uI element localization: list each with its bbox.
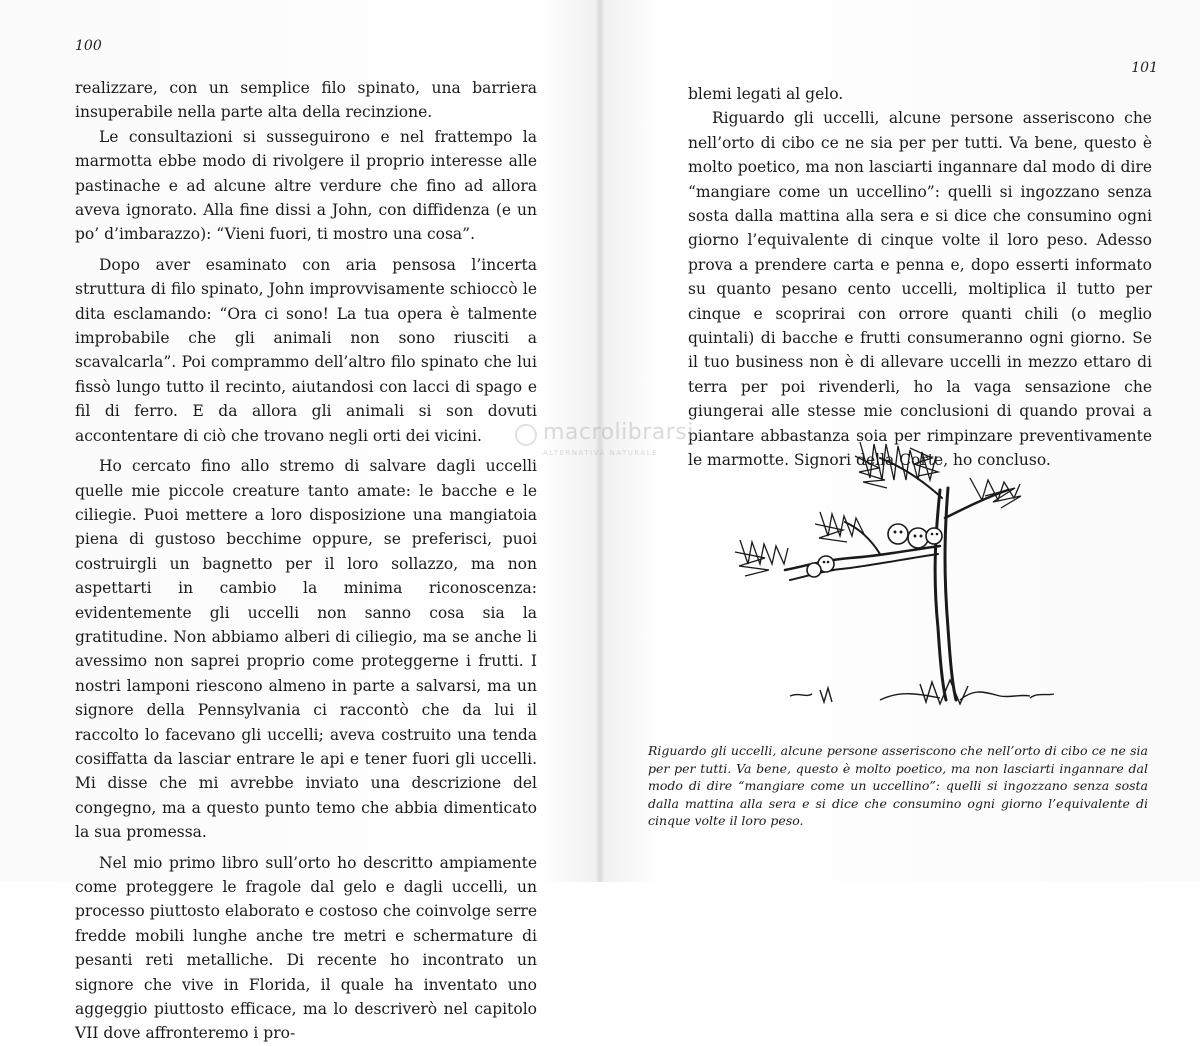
watermark	[515, 418, 715, 468]
paragraph: Riguardo gli uccelli, alcune persone asseriscono che nell’orto di cibo ce ne sia per per tutti. Va bene, questo è molto poetico, ma non lasciarti ingannare dal modo di dire “mangiare come un uccellino”: quelli si ingozzano senza sosta dalla mattina alla sera e si dice che consumino ogni giorno l’equivalente di cinque volte il loro peso. Adesso prova a prendere carta e penna e, dopo esserti informato su quanto pesano cento uccelli, moltiplica il tutto per cinque e scoprirai con orrore quanti chili (o meglio quintali) di bacche e frutti consumeranno ogni giorno. Se il tuo business non è di allevare uccelli in mezzo ettaro di terra per poi rivenderli, ho la vaga sensazione che giungerai alle stesse mie conclusioni di quando provai a piantare abbastanza soia per rimpinzare preventivamente le marmotte. Signori della Corte, ho concluso.	[688, 109, 1152, 470]
page-number-right: 101	[1131, 60, 1158, 76]
watermark-tagline: ALTERNATIVA NATURALE	[543, 449, 659, 457]
paragraph: Dopo aver esaminato con aria pensosa l’incerta struttura di filo spinato, John improvvisamente schioccò le dita esclamando: “Ora ci sono! La tua opera è talmente improbabile che gli animali non sono riusciti a scavalcarla”. Poi comprammo dell’altro filo spinato che lui fissò lungo tutto il recinto, aiutandosi con lacci di spago e fil di ferro. E da allora gli animali si son dovuti accontentare di ciò che trovano negli orti dei vicini.	[75, 255, 537, 445]
paragraph: realizzare, con un semplice filo spinato, una barriera insuperabile nella parte alta della recinzione.	[75, 79, 537, 122]
tree-with-birds-illustration	[730, 428, 1070, 718]
left-page	[0, 0, 600, 1043]
watermark-logo-icon	[515, 424, 537, 446]
paragraph: Le consultazioni si susseguirono e nel frattempo la marmotta ebbe modo di rivolgere il proprio interesse alle pastinache e ad alcune altre verdure che fino ad allora aveva ignorato. Alla fine dissi a John, con diffidenza (e un po’ d’imbarazzo): “Vieni fuori, ti mostro una cosa”.	[75, 127, 537, 244]
left-page-body	[75, 76, 537, 1046]
page-number-left: 100	[75, 38, 102, 54]
watermark-name: macrolibrarsi	[543, 420, 694, 445]
right-page-body	[688, 82, 1152, 473]
paragraph: Nel mio primo libro sull’orto ho descritto ampiamente come proteggere le fragole dal gelo e dagli uccelli, un processo piuttosto elaborato e costoso che coinvolge serre fredde mobili lunghe anche tre metri e schermature di pesanti reti metalliche. Di recente ho incontrato un signore che vive in Florida, il quale ha inventato uno aggeggio piuttosto efficace, ma lo descriverò nel capitolo VII dove affronteremo i pro-	[75, 853, 537, 1043]
paragraph: blemi legati al gelo.	[688, 85, 844, 103]
paragraph: Ho cercato fino allo stremo di salvare dagli uccelli quelle mie piccole creature tanto amate: le bacche e le ciliegie. Puoi mettere a loro disposizione una mangiatoia piena di gustoso becchime oppure, se preferisci, puoi costruirgli un bagnetto per il loro sollazzo, ma non aspettarti in cambio la minima riconoscenza: evidentemente gli uccelli non sanno cosa sia la gratitudine. Non abbiamo alberi di ciliegio, ma se anche li avessimo non saprei proprio come proteggerne i frutti. I nostri lamponi riescono almeno in parte a salvarsi, ma un signore della Pennsylvania ci raccontò che da lui il raccolto lo facevano gli uccelli; aveva costruito una tenda cosiffatta da lasciar entrare le api e tener fuori gli uccelli. Mi disse che mi avrebbe inviato una descrizione del congegno, ma a questo punto temo che abbia dimenticato la sua promessa.	[75, 457, 537, 842]
figure-caption: Riguardo gli uccelli, alcune persone asseriscono che nell’orto di cibo ce ne sia per per tutti. Va bene, questo è molto poetico, ma non lasciarti ingannare dal modo di dire “mangiare come un uccellino”: quelli si ingozzano senza sosta dalla mattina alla sera e si dice che consumino ogni giorno l’equivalente di cinque volte il loro peso.	[648, 743, 1148, 828]
